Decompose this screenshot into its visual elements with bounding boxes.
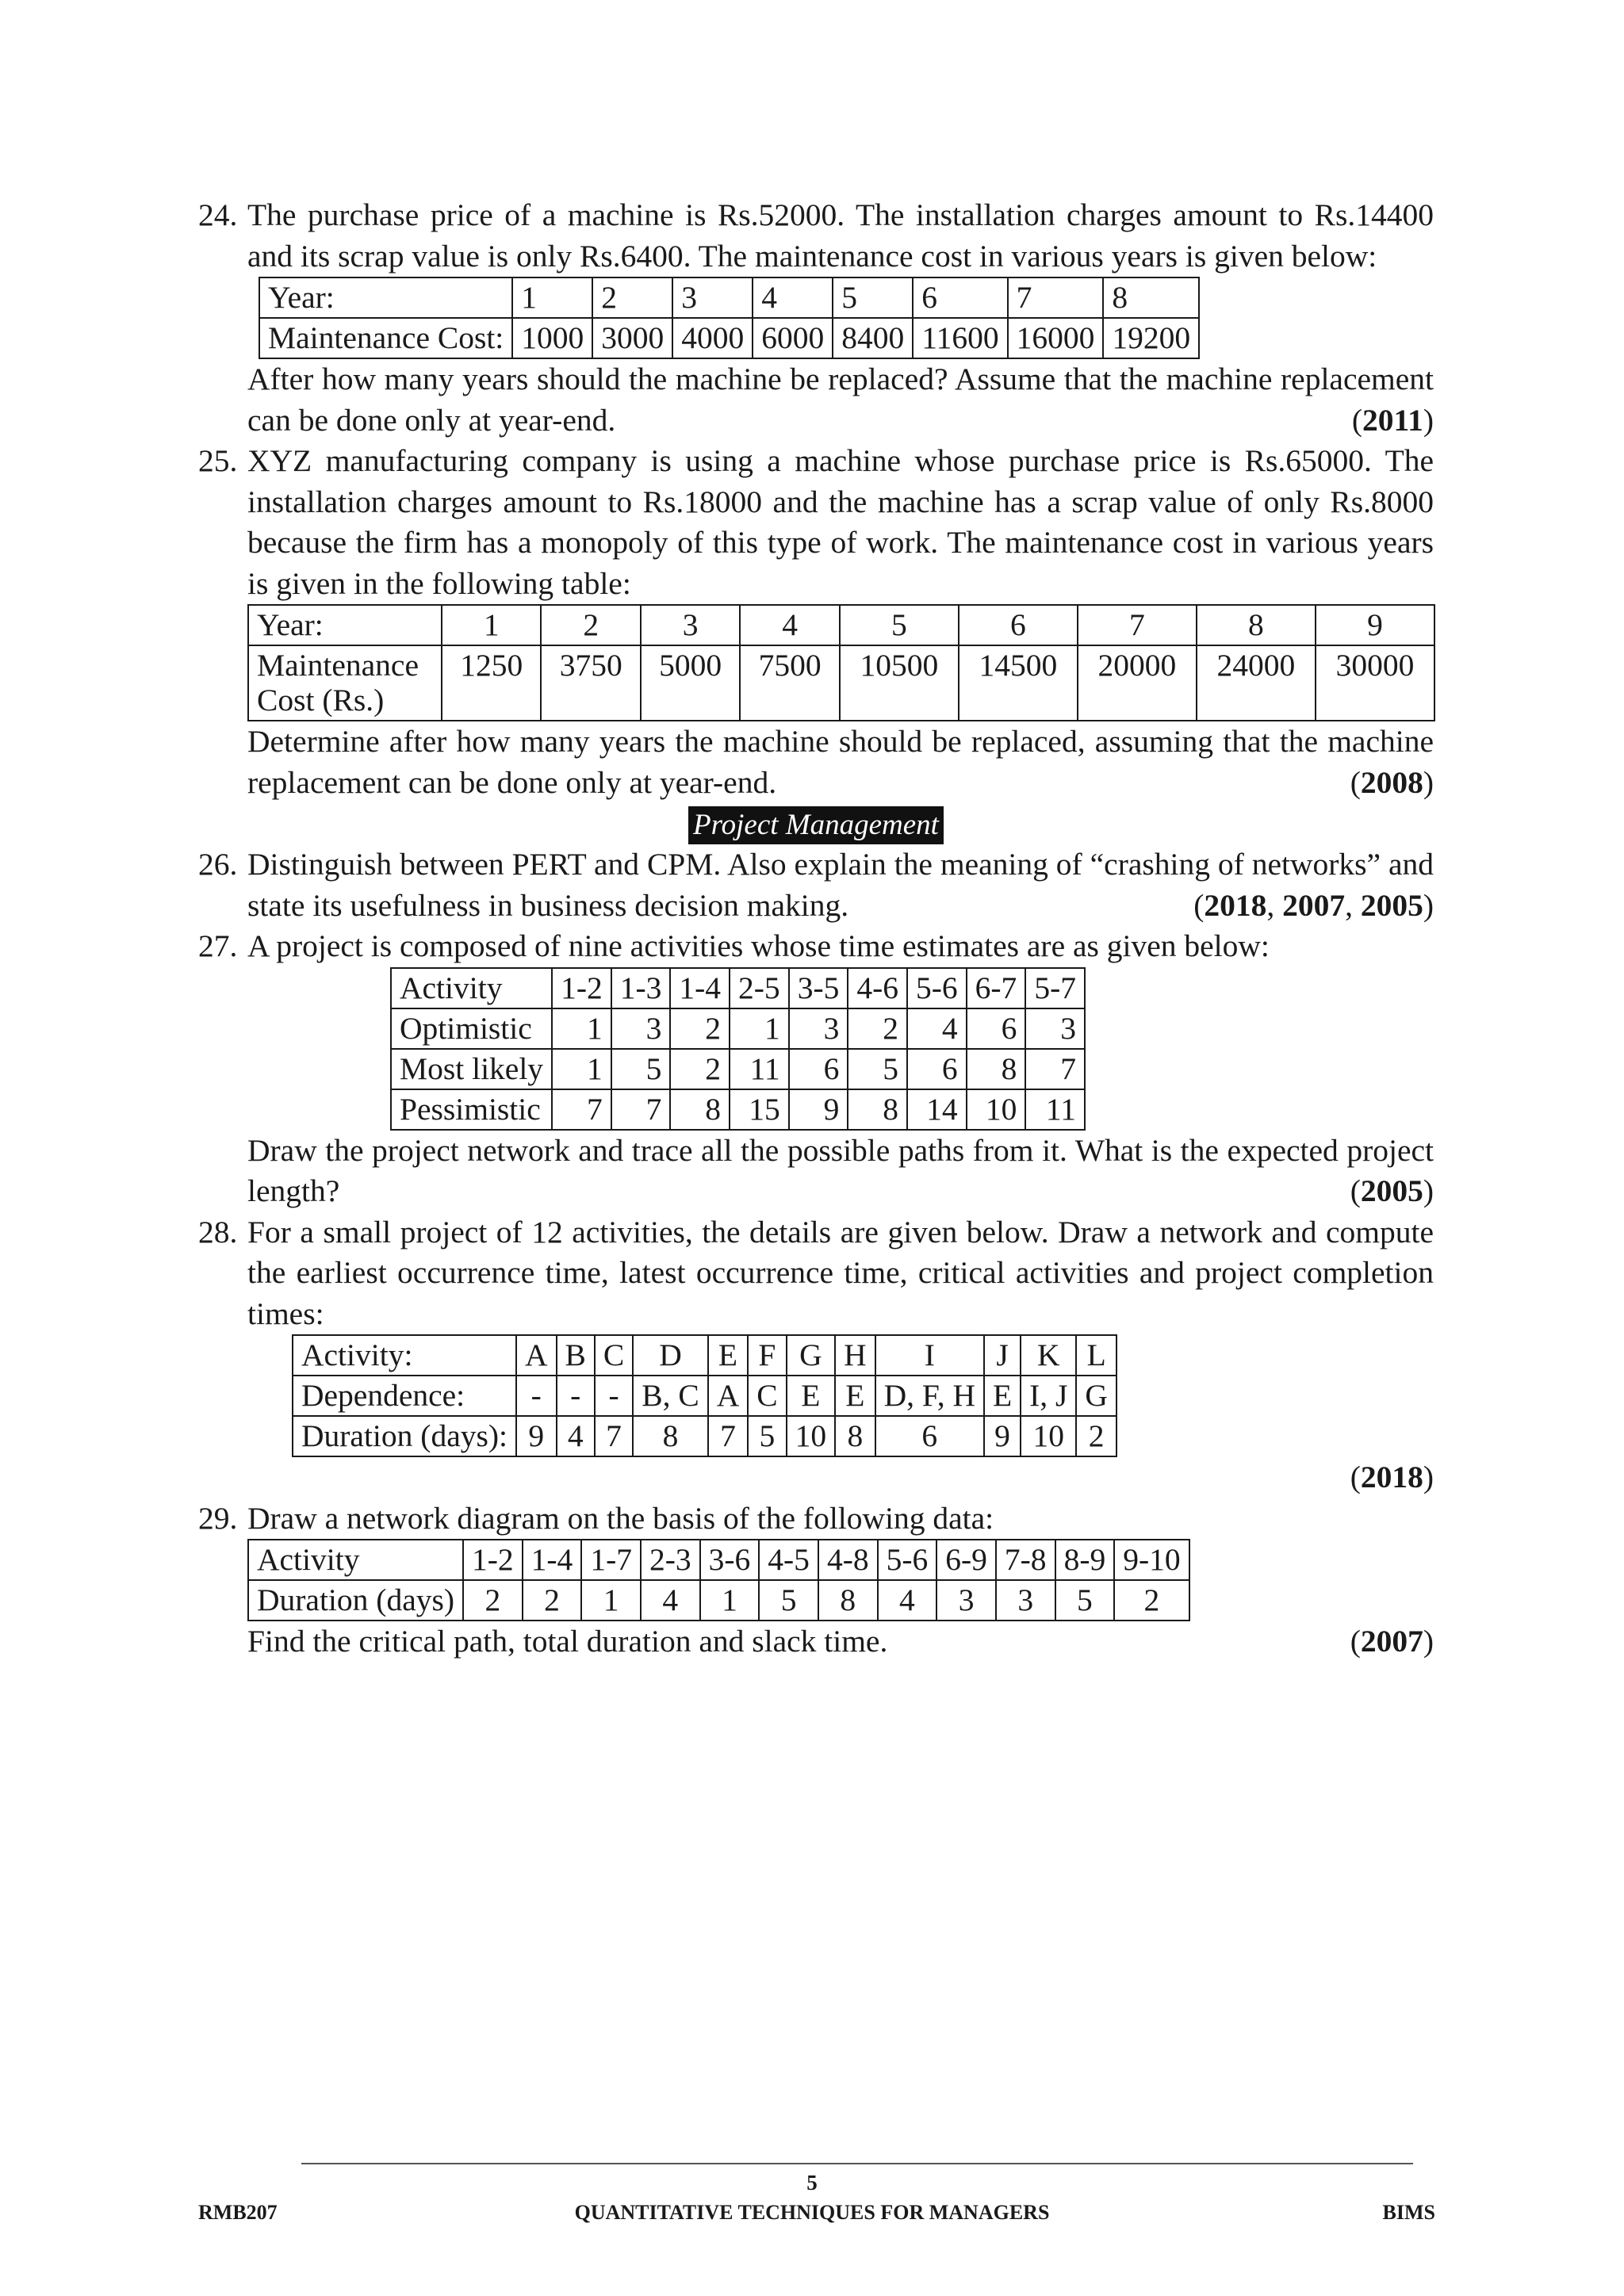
table-cell: 3 [672,277,753,318]
table-cell: 5 [848,1049,907,1089]
table-cell: 8 [967,1049,1026,1089]
table-cell: 2 [523,1580,582,1621]
table-cell: 1 [700,1580,760,1621]
table-row [391,1089,1085,1130]
table-cell: E [787,1376,836,1416]
table-cell: 1-2 [463,1540,523,1580]
table-cell: 2 [670,1008,730,1049]
table-row [391,1049,1085,1089]
table-row [391,1008,1085,1049]
table-cell: 2 [541,605,640,645]
table-cell: 1 [512,277,592,318]
question-number: 24. [198,197,238,232]
table-cell: 7 [1008,277,1104,318]
activity-dependence-table [292,1334,1117,1457]
table-cell: 8400 [833,318,913,358]
followup-text: Determine after how many years the machine should be replaced, assuming that the machine replacement can be done only at year-end. [247,724,1434,800]
table-cell: 1 [442,605,541,645]
table-cell: 7 [708,1416,749,1456]
table-cell: 4 [753,277,833,318]
table-cell: 6 [959,605,1078,645]
question-27 [198,926,1434,1212]
row-header-cell: Optimistic [391,1008,552,1049]
table-cell: B [557,1335,595,1376]
question-number: 27. [198,928,238,963]
table-cell: 2 [1076,1416,1116,1456]
table-cell: 6-7 [967,968,1026,1008]
question-text [247,844,1434,926]
table-cell: 4 [557,1416,595,1456]
table-cell: 8 [1197,605,1316,645]
table-cell: 19200 [1103,318,1199,358]
row-header-cell: Pessimistic [391,1089,552,1130]
table-cell: F [748,1335,786,1376]
table-cell: I [875,1335,984,1376]
table-cell: 3 [789,1008,848,1049]
footer-divider [301,2163,1413,2164]
exam-year: (2018) [1350,1460,1434,1494]
followup-text: After how many years should the machine be replaced? Assume that the machine replacement can be done only at year-end. [247,362,1434,438]
table-cell: D [633,1335,707,1376]
table-cell: 9 [1316,605,1434,645]
table-cell: A [516,1335,557,1376]
activity-time-estimates-table [390,967,1086,1131]
question-body: Distinguish between PERT and CPM. Also explain the meaning of “crashing of networks” and state its usefulness in business decision making. [247,847,1434,923]
row-header-cell: Duration (days) [248,1580,463,1621]
table-cell: E [835,1376,875,1416]
page-content [198,195,1434,1663]
exam-year: (2008) [1350,764,1434,800]
table-cell: 4-5 [759,1540,818,1580]
question-text: A project is composed of nine activities whose time estimates are as given below: [247,928,1270,963]
table-cell: 4 [740,605,839,645]
section-title-text: Project Management [688,806,944,844]
row-header-cell: Activity [391,968,552,1008]
table-cell: 5 [833,277,913,318]
table-cell: 7-8 [996,1540,1055,1580]
table-cell: 8 [633,1416,707,1456]
table-cell: 5000 [641,645,740,721]
table-cell: 1250 [442,645,541,721]
row-header-cell: Maintenance Cost: [259,318,512,358]
table-cell: 4 [907,1008,967,1049]
table-cell: 20000 [1078,645,1197,721]
table-cell: 2-5 [730,968,789,1008]
question-24 [198,195,1434,441]
table-cell: 2 [1114,1580,1189,1621]
table-cell: 7 [611,1089,671,1130]
table-cell: J [984,1335,1021,1376]
table-cell: G [787,1335,836,1376]
table-cell: 1 [730,1008,789,1049]
table-cell: 4 [878,1580,937,1621]
table-cell: 5 [611,1049,671,1089]
table-cell: 2 [592,277,672,318]
question-text: Draw a network diagram on the basis of the following data: [247,1500,994,1536]
table-cell: 1-4 [523,1540,582,1580]
table-cell: 1 [552,1049,611,1089]
table-cell: C [748,1376,786,1416]
table-cell: 2 [670,1049,730,1089]
exam-year: (2005) [1350,1173,1434,1208]
question-followup [247,1621,1434,1663]
table-cell: 8 [670,1089,730,1130]
table-cell: 3 [996,1580,1055,1621]
table-cell: 9 [789,1089,848,1130]
table-cell: 5 [759,1580,818,1621]
table-cell: 4-8 [818,1540,878,1580]
question-number: 25. [198,443,238,478]
table-cell: 3-5 [789,968,848,1008]
table-cell: 1-7 [581,1540,641,1580]
table-cell: 4 [641,1580,700,1621]
table-cell: 10 [1021,1416,1076,1456]
question-number: 28. [198,1214,238,1249]
question-29 [198,1498,1434,1663]
table-cell: 8 [835,1416,875,1456]
row-header-cell: Year: [259,277,512,318]
table-cell: 5-7 [1025,968,1085,1008]
question-25 [198,441,1434,803]
table-cell: 3000 [592,318,672,358]
table-cell: 6000 [753,318,833,358]
table-cell: 3-6 [700,1540,760,1580]
table-cell: 11 [730,1049,789,1089]
question-followup [247,359,1434,441]
table-row [293,1376,1116,1416]
table-cell: 14500 [959,645,1078,721]
table-cell: 7 [1025,1049,1085,1089]
table-cell: 5-6 [878,1540,937,1580]
table-cell: 6 [907,1049,967,1089]
table-cell: B, C [633,1376,707,1416]
table-cell: 1-2 [552,968,611,1008]
row-header-cell: Duration (days): [293,1416,516,1456]
row-header-cell: Maintenance Cost (Rs.) [248,645,442,721]
row-header-cell: Year: [248,605,442,645]
table-cell: 4-6 [848,968,907,1008]
table-cell: 1000 [512,318,592,358]
table-row [248,645,1434,721]
table-cell: 1-4 [670,968,730,1008]
question-26 [198,844,1434,926]
table-cell: 1 [581,1580,641,1621]
table-cell: 8 [1103,277,1199,318]
exam-year: (2011) [1351,402,1434,438]
table-cell: - [516,1376,557,1416]
table-cell: 5 [840,605,959,645]
table-cell: 2-3 [641,1540,700,1580]
table-cell: - [595,1376,633,1416]
table-cell: 10500 [840,645,959,721]
table-cell: 5-6 [907,968,967,1008]
table-cell: 11 [1025,1089,1085,1130]
table-cell: 3750 [541,645,640,721]
table-cell: 9 [984,1416,1021,1456]
section-title [198,803,1434,844]
maintenance-cost-table [247,604,1435,721]
table-cell: 9 [516,1416,557,1456]
table-cell: 8-9 [1055,1540,1115,1580]
exam-years: (2018, 2007, 2005) [1193,887,1434,923]
question-followup [247,721,1434,803]
question-text: The purchase price of a machine is Rs.52000. The installation charges amount to Rs.14400 and its scrap value is only Rs.6400. The maintenance cost in various years is given below: [247,197,1434,274]
row-header-cell: Most likely [391,1049,552,1089]
followup-text: Find the critical path, total duration and slack time. [247,1624,888,1659]
table-cell: 7 [595,1416,633,1456]
question-followup [247,1131,1434,1212]
table-cell: 14 [907,1089,967,1130]
table-cell: 3 [936,1580,996,1621]
table-cell: 24000 [1197,645,1316,721]
table-cell: 8 [848,1089,907,1130]
table-cell: 2 [463,1580,523,1621]
table-cell: H [835,1335,875,1376]
question-text: XYZ manufacturing company is using a machine whose purchase price is Rs.65000. The installation charges amount to Rs.18000 and the machine has a scrap value of only Rs.8000 because the firm has a monopoly of this type of work. The maintenance cost in various years is given in the following table: [247,443,1434,601]
table-cell: A [708,1376,749,1416]
question-number: 26. [198,847,238,882]
question-text: For a small project of 12 activities, the details are given below. Draw a network and compute the earliest occurrence time, latest occurrence time, critical activities and project completion times: [247,1214,1434,1331]
table-cell: 3 [641,605,740,645]
table-cell: - [557,1376,595,1416]
table-cell: 9-10 [1114,1540,1189,1580]
activity-duration-table [247,1539,1190,1621]
table-cell: 6 [967,1008,1026,1049]
table-cell: 15 [730,1089,789,1130]
table-cell: 8 [818,1580,878,1621]
table-cell: 1-3 [611,968,671,1008]
table-cell: 7 [552,1089,611,1130]
table-cell: 6-9 [936,1540,996,1580]
table-cell: 3 [611,1008,671,1049]
table-cell: D, F, H [875,1376,984,1416]
table-cell: E [984,1376,1021,1416]
maintenance-cost-table [259,277,1200,359]
table-cell: 6 [789,1049,848,1089]
table-cell: C [595,1335,633,1376]
table-row [259,318,1199,358]
table-cell: 7 [1078,605,1197,645]
table-cell: 30000 [1316,645,1434,721]
table-cell: 6 [875,1416,984,1456]
row-header-cell: Dependence: [293,1376,516,1416]
row-header-cell: Activity: [293,1335,516,1376]
table-cell: K [1021,1335,1076,1376]
table-cell: 2 [848,1008,907,1049]
table-cell: 11600 [913,318,1007,358]
table-cell: 3 [1025,1008,1085,1049]
table-cell: 1 [552,1008,611,1049]
footer-course-title: QUANTITATIVE TECHNIQUES FOR MANAGERS [574,2201,1050,2224]
table-row [391,968,1085,1008]
question-number: 29. [198,1500,238,1536]
table-row [259,277,1199,318]
table-row [248,605,1434,645]
followup-text: Draw the project network and trace all the possible paths from it. What is the expected project length? [247,1132,1434,1208]
table-cell: 10 [967,1089,1026,1130]
table-cell: E [708,1335,749,1376]
footer-course-code: RMB207 [198,2201,278,2224]
table-cell: 5 [748,1416,786,1456]
table-cell: G [1076,1376,1116,1416]
table-cell: 5 [1055,1580,1115,1621]
page-number: 5 [806,2171,818,2195]
row-header-cell: Activity [248,1540,463,1580]
exam-year: (2007) [1350,1624,1434,1659]
table-cell: 6 [913,277,1007,318]
table-cell: I, J [1021,1376,1076,1416]
table-cell: 7500 [740,645,839,721]
question-28 [198,1212,1434,1498]
table-cell: 10 [787,1416,836,1456]
table-row [248,1540,1189,1580]
table-row [248,1580,1189,1621]
table-cell: L [1076,1335,1116,1376]
table-row [293,1335,1116,1376]
table-row [293,1416,1116,1456]
table-cell: 4000 [672,318,753,358]
footer-institute: BIMS [1382,2201,1435,2224]
table-cell: 16000 [1008,318,1104,358]
